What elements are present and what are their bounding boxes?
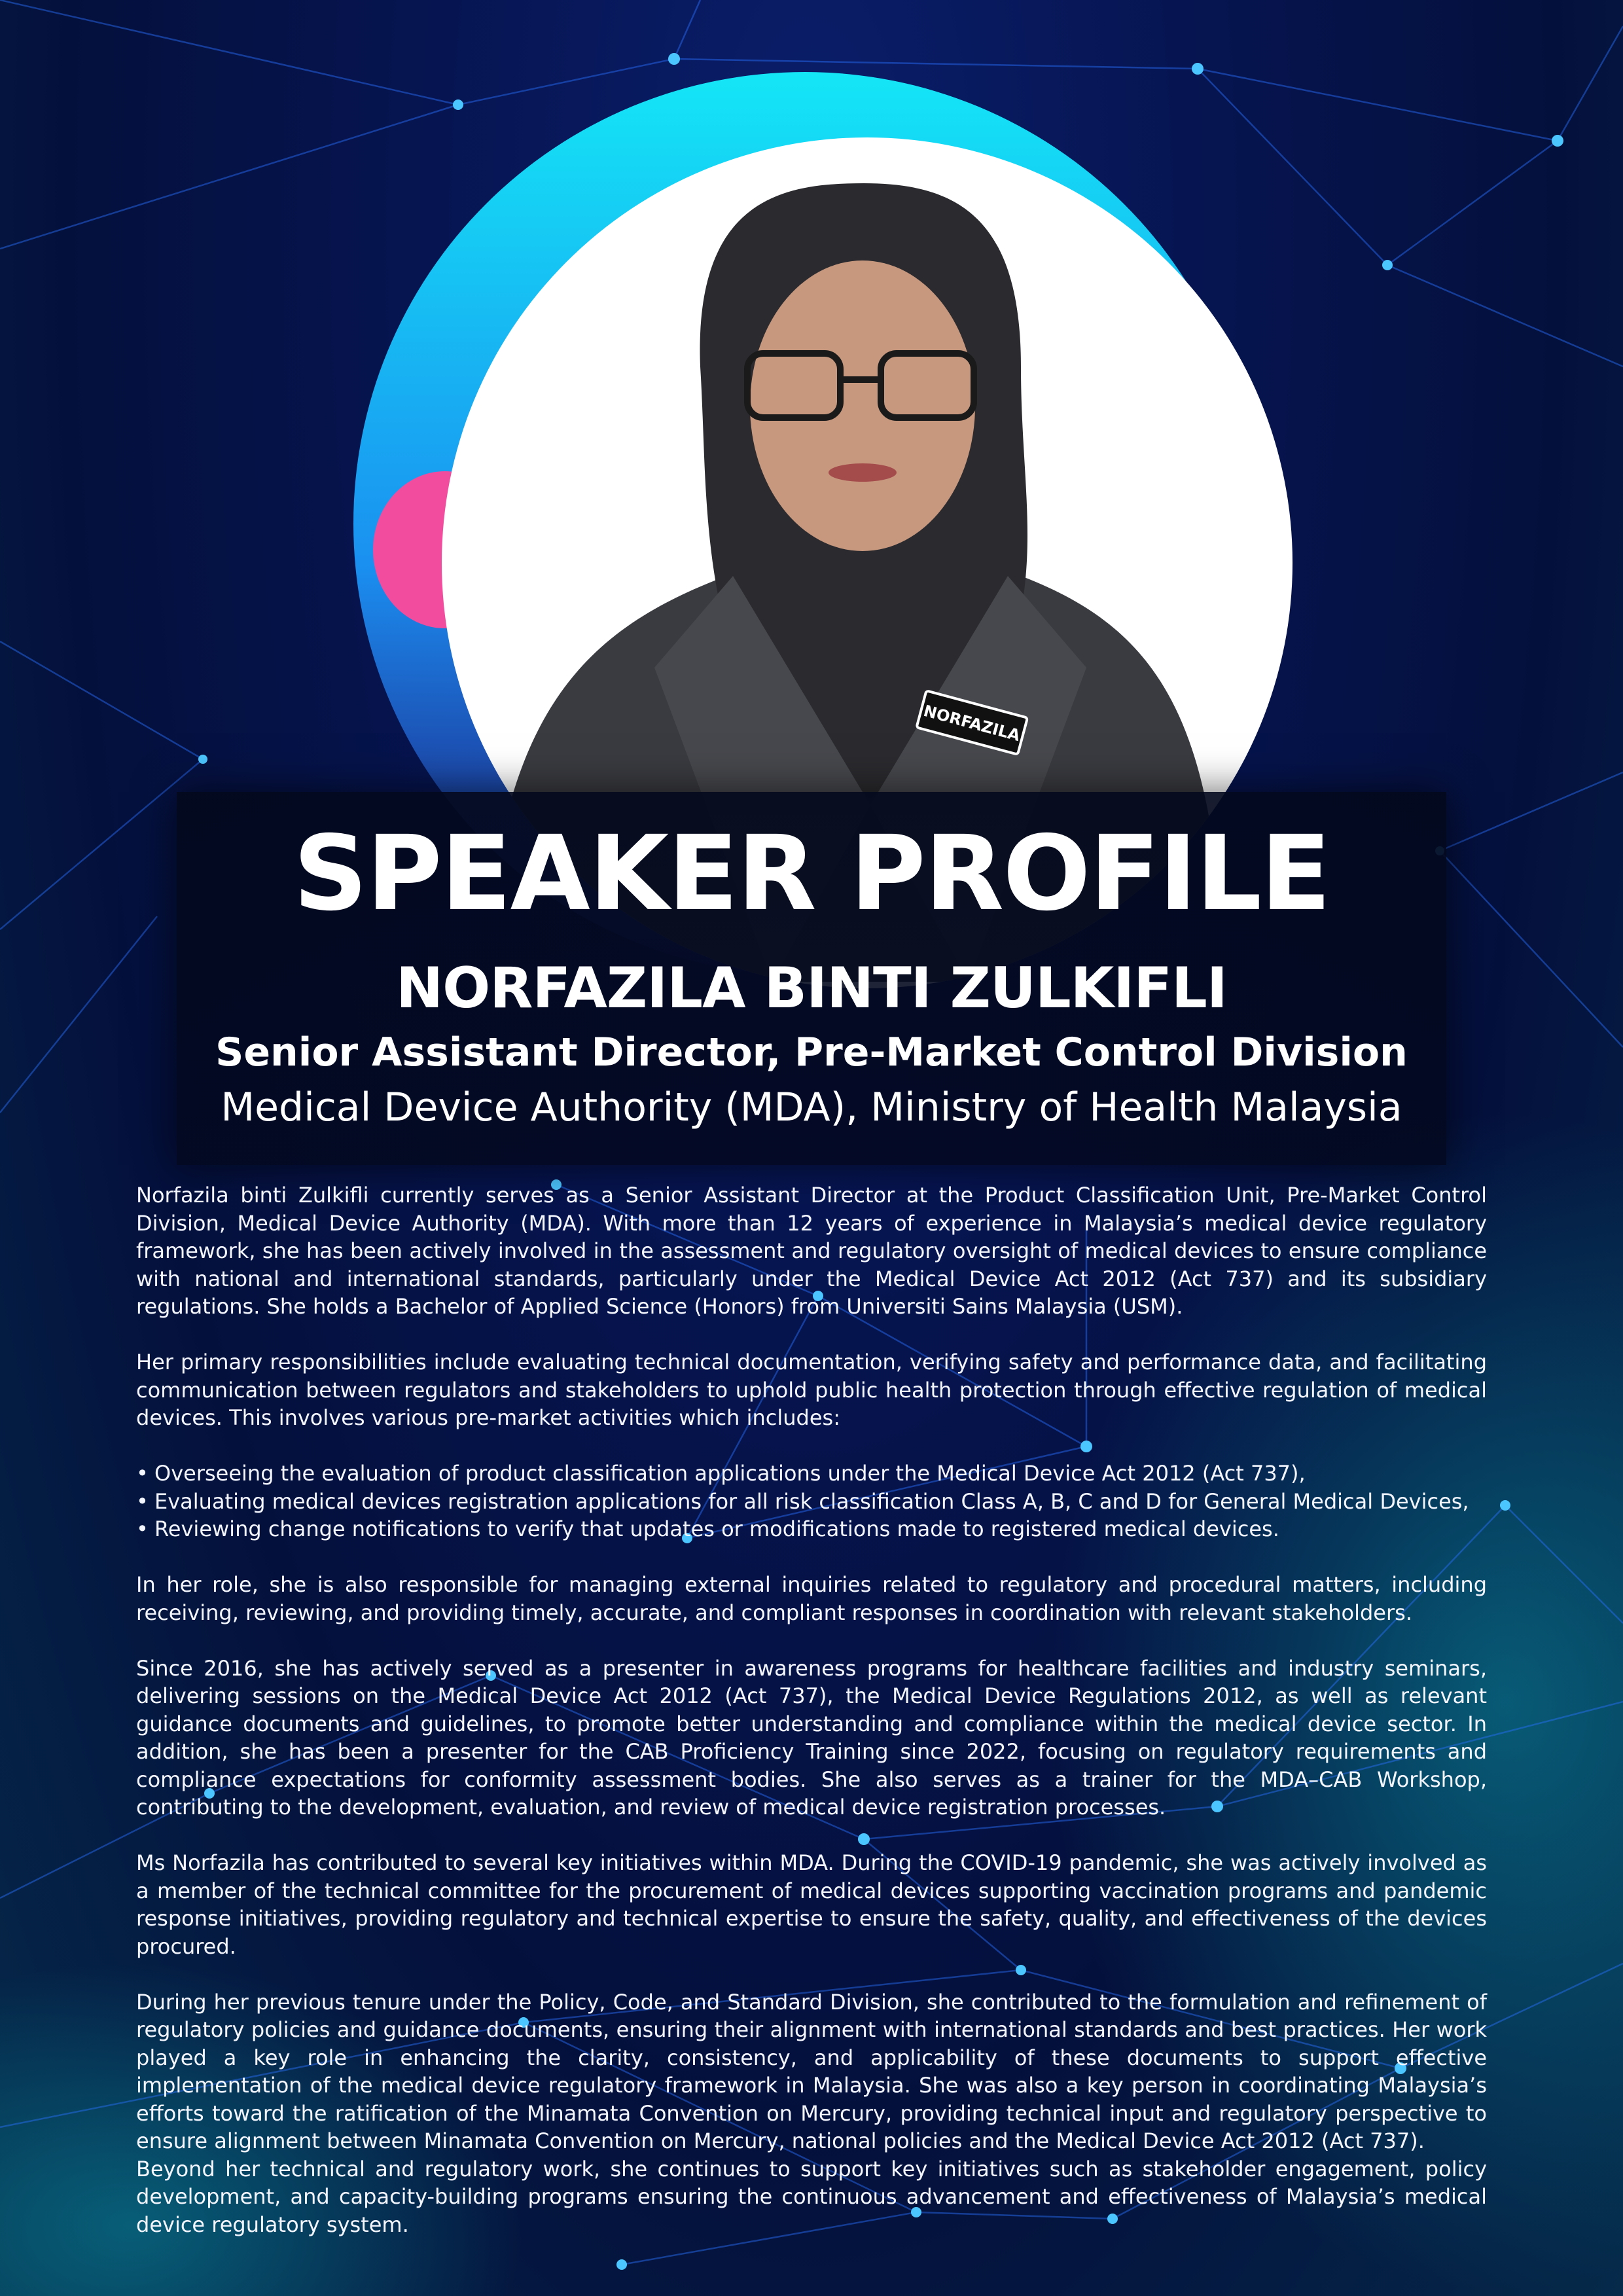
speaker-name: NORFAZILA BINTI ZULKIFLI xyxy=(396,956,1227,1021)
bio-paragraph-inquiries: In her role, she is also responsible for managing external inquiries related to regulatory and procedural matters, including receiving, reviewing, and providing timely, accurate, and compliant responses in coordination with relevant stakeholders. xyxy=(136,1572,1487,1625)
bio-paragraph-policy: During her previous tenure under the Policy, Code, and Standard Division, she contributed to the formulation and refinement of regulatory policies and guidance documents, ensuring their alignment with international standards and best practices. Her work played a key role in enhancing the clarity, consistency, and applicability of these documents to support effective implementation of the medical device regulatory framework in Malaysia. She was also a key person in coordinating Malaysia’s efforts toward the ratification of the Minamata Convention on Mercury, providing technical input and regulatory perspective to ensure alignment between Minamata Convention on Mercury, national policies and the Medical Device Act 2012 (Act 737). xyxy=(136,1989,1487,2153)
speaker-organization: Medical Device Authority (MDA), Ministry of Health Malaysia xyxy=(221,1085,1402,1130)
bio-paragraph-presenter: Since 2016, she has actively served as a presenter in awareness programs for healthcare facilities and industry seminars, delivering sessions on the Medical Device Act 2012 (Act 737), the Medical Device Regulations 2012, as well as relevant guidance documents and guidelines, to promote better understanding and compliance within the medical device sector. In addition, she has been a presenter for the CAB Proficiency Training since 2022, focusing on regulatory requirements and compliance expectations for conformity assessment bodies. She also serves as a trainer for the MDA–CAB Workshop, contributing to the development, evaluation, and review of medical device registration processes. xyxy=(136,1655,1487,1820)
bio-activity-item: • Reviewing change notifications to verify that updates or modifications made to registered medical devices. xyxy=(136,1515,1487,1543)
bio-paragraph-intro: Norfazila binti Zulkifli currently serves as a Senior Assistant Director at the Product Classification Unit, Pre-Market Control Division, Medical Device Authority (MDA). With more than 12 years of experience in Malaysia’s medical device regulatory framework, she has been actively involved in the assessment and regulatory oversight of medical devices to ensure compliance with national and international standards, particularly under the Medical Device Act 2012 (Act 737) and its subsidiary regulations. She holds a Bachelor of Applied Science (Honors) from Universiti Sains Malaysia (USM). xyxy=(136,1183,1487,1319)
bio-activity-item: • Evaluating medical devices registration applications for all risk classification Class A, B, C and D for General Medical Devices, xyxy=(136,1488,1487,1516)
name-badge-text: NORFAZILA xyxy=(921,701,1022,745)
bio-paragraph-beyond: Beyond her technical and regulatory work, she continues to support key initiatives such as stakeholder engagement, policy development, and capacity-building programs ensuring the continuous advancement and effectiveness of Malaysia’s medical device regulatory system. xyxy=(136,2156,1487,2237)
bio-activity-item: • Overseeing the evaluation of product classification applications under the Medical Device Act 2012 (Act 737), xyxy=(136,1460,1487,1488)
speaker-bio xyxy=(136,1181,1487,2238)
bio-paragraph-initiatives: Ms Norfazila has contributed to several key initiatives within MDA. During the COVID-19 pandemic, she was actively involved as a member of the technical committee for the procurement of medical devices supporting vaccination programs and pandemic response initiatives, providing regulatory and technical expertise to ensure the safety, quality, and effectiveness of the devices procured. xyxy=(136,1850,1487,1959)
bio-activities-list xyxy=(136,1460,1487,1543)
speaker-role: Senior Assistant Director, Pre-Market Control Division xyxy=(215,1030,1408,1075)
bio-paragraph-responsibilities: Her primary responsibilities include evaluating technical documentation, verifying safety and performance data, and facilitating communication between regulators and stakeholders to uphold public health protection through effective regulation of medical devices. This involves various pre-market activities which includes: xyxy=(136,1350,1487,1430)
page-title: SPEAKER PROFILE xyxy=(293,814,1330,934)
